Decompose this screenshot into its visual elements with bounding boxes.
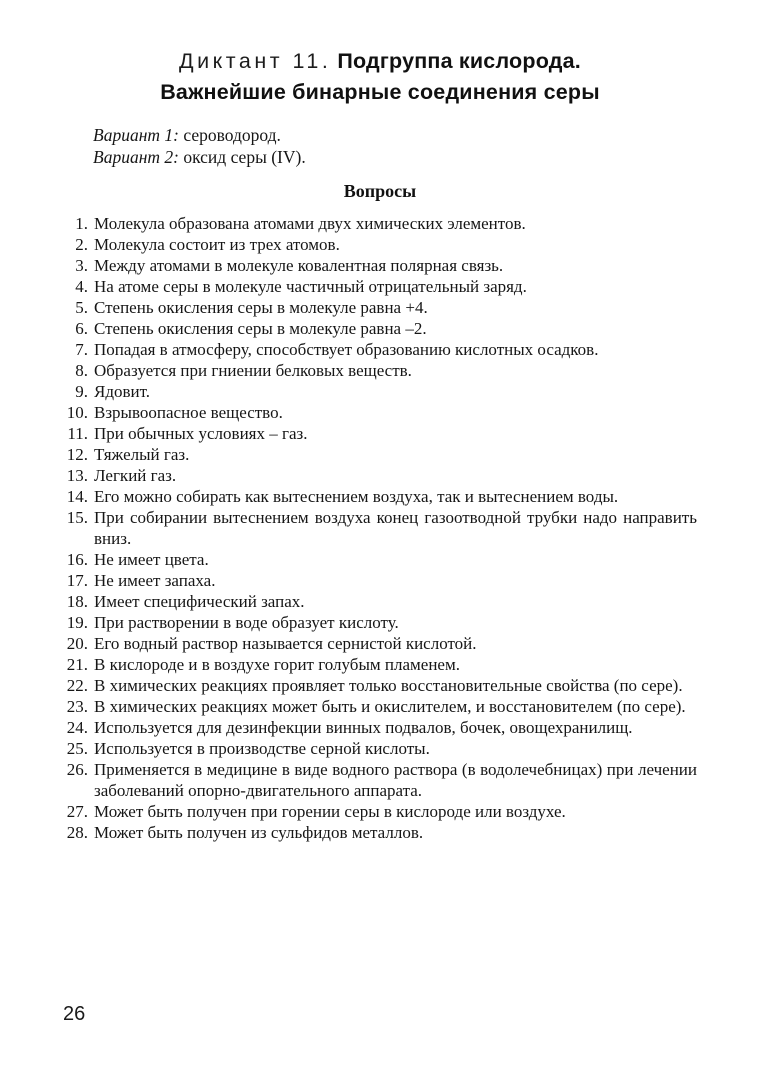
question-text: Тяжелый газ. [94,445,190,464]
variant-2-label: Вариант 2: [93,147,179,167]
question-number: 9. [75,382,88,401]
question-item [63,339,697,360]
question-text: Ядовит. [94,382,151,401]
question-number: 4. [75,277,88,296]
question-text: При обычных условиях – газ. [94,424,308,443]
question-number: 3. [75,256,88,275]
question-number: 25. [66,739,88,758]
question-number: 10. [66,403,88,422]
question-text: Используется в производстве серной кислоты. [94,739,430,758]
variant-line [93,124,697,146]
question-number: 7. [75,340,88,359]
question-item [63,570,697,591]
variant-line [93,146,697,168]
question-number: 8. [75,361,88,380]
variant-1-label: Вариант 1: [93,125,179,145]
question-item [63,717,697,738]
question-item [63,801,697,822]
title-topic-part2: Важнейшие бинарные соединения серы [160,80,600,104]
question-text: При собирании вытеснением воздуха конец газоотводной трубки надо направить вниз. [94,508,697,548]
question-text: Между атомами в молекуле ковалентная полярная связь. [94,256,504,275]
question-text: Применяется в медицине в виде водного раствора (в водолечебницах) при лечении заболеваний опорно-двигательного аппарата. [94,760,697,800]
question-number: 16. [66,550,88,569]
question-number: 11. [67,424,88,443]
question-text: Попадая в атмосферу, способствует образованию кислотных осадков. [94,340,599,359]
question-item [63,507,697,549]
question-item [63,612,697,633]
question-number: 26. [66,760,88,779]
question-item [63,696,697,717]
question-number: 24. [66,718,88,737]
question-text: Используется для дезинфекции винных подвалов, бочек, овощехранилищ. [94,718,633,737]
question-number: 27. [66,802,88,821]
question-text: На атоме серы в молекуле частичный отрицательный заряд. [94,277,527,296]
question-text: Легкий газ. [94,466,177,485]
question-item [63,675,697,696]
question-text: Его можно собирать как вытеснением воздуха, так и вытеснением воды. [94,487,619,506]
question-number: 2. [75,235,88,254]
question-number: 13. [66,466,88,485]
question-item [63,465,697,486]
question-text: Может быть получен при горении серы в кислороде или воздухе. [94,802,566,821]
question-text: Может быть получен из сульфидов металлов. [94,823,424,842]
question-text: При растворении в воде образует кислоту. [94,613,399,632]
title-line-1 [63,46,697,77]
question-item [63,633,697,654]
question-item [63,381,697,402]
question-item [63,738,697,759]
question-number: 23. [66,697,88,716]
question-text: В химических реакциях проявляет только восстановительные свойства (по сере). [94,676,683,695]
question-text: Молекула состоит из трех атомов. [94,235,340,254]
variant-1-text: сероводород. [183,125,281,145]
question-item [63,213,697,234]
question-number: 15. [66,508,88,527]
page-title [63,46,697,108]
question-text: Степень окисления серы в молекуле равна +4. [94,298,428,317]
question-number: 28. [66,823,88,842]
question-number: 12. [66,445,88,464]
question-text: В химических реакциях может быть и окислителем, и восстановителем (по сере). [94,697,686,716]
dictant-number-label: Диктант 11. [179,49,332,73]
question-item [63,549,697,570]
question-number: 20. [66,634,88,653]
question-item [63,654,697,675]
variant-2-text: оксид серы (IV). [183,147,306,167]
question-number: 18. [66,592,88,611]
question-text: Молекула образована атомами двух химических элементов. [94,214,526,233]
question-text: Имеет специфический запах. [94,592,305,611]
question-item [63,822,697,843]
question-number: 14. [66,487,88,506]
question-number: 6. [75,319,88,338]
question-text: Взрывоопасное вещество. [94,403,283,422]
question-item [63,486,697,507]
variants-block [93,124,697,168]
question-number: 17. [66,571,88,590]
question-text: Образуется при гниении белковых веществ. [94,361,412,380]
question-number: 1. [75,214,88,233]
title-topic-part1: Подгруппа кислорода. [337,49,581,73]
question-item [63,255,697,276]
question-text: Не имеет цвета. [94,550,209,569]
questions-list [63,213,697,843]
question-item [63,591,697,612]
question-text: Степень окисления серы в молекуле равна –2. [94,319,427,338]
question-item [63,423,697,444]
question-item [63,297,697,318]
question-number: 22. [66,676,88,695]
question-item [63,759,697,801]
question-text: Не имеет запаха. [94,571,216,590]
question-item [63,402,697,423]
questions-heading: Вопросы [343,181,417,201]
question-number: 19. [66,613,88,632]
question-item [63,318,697,339]
question-item [63,444,697,465]
question-item [63,360,697,381]
question-number: 21. [66,655,88,674]
question-item [63,234,697,255]
question-item [63,276,697,297]
question-number: 5. [75,298,88,317]
question-text: Его водный раствор называется сернистой кислотой. [94,634,477,653]
page-number: 26 [63,1003,86,1025]
question-text: В кислороде и в воздухе горит голубым пламенем. [94,655,460,674]
